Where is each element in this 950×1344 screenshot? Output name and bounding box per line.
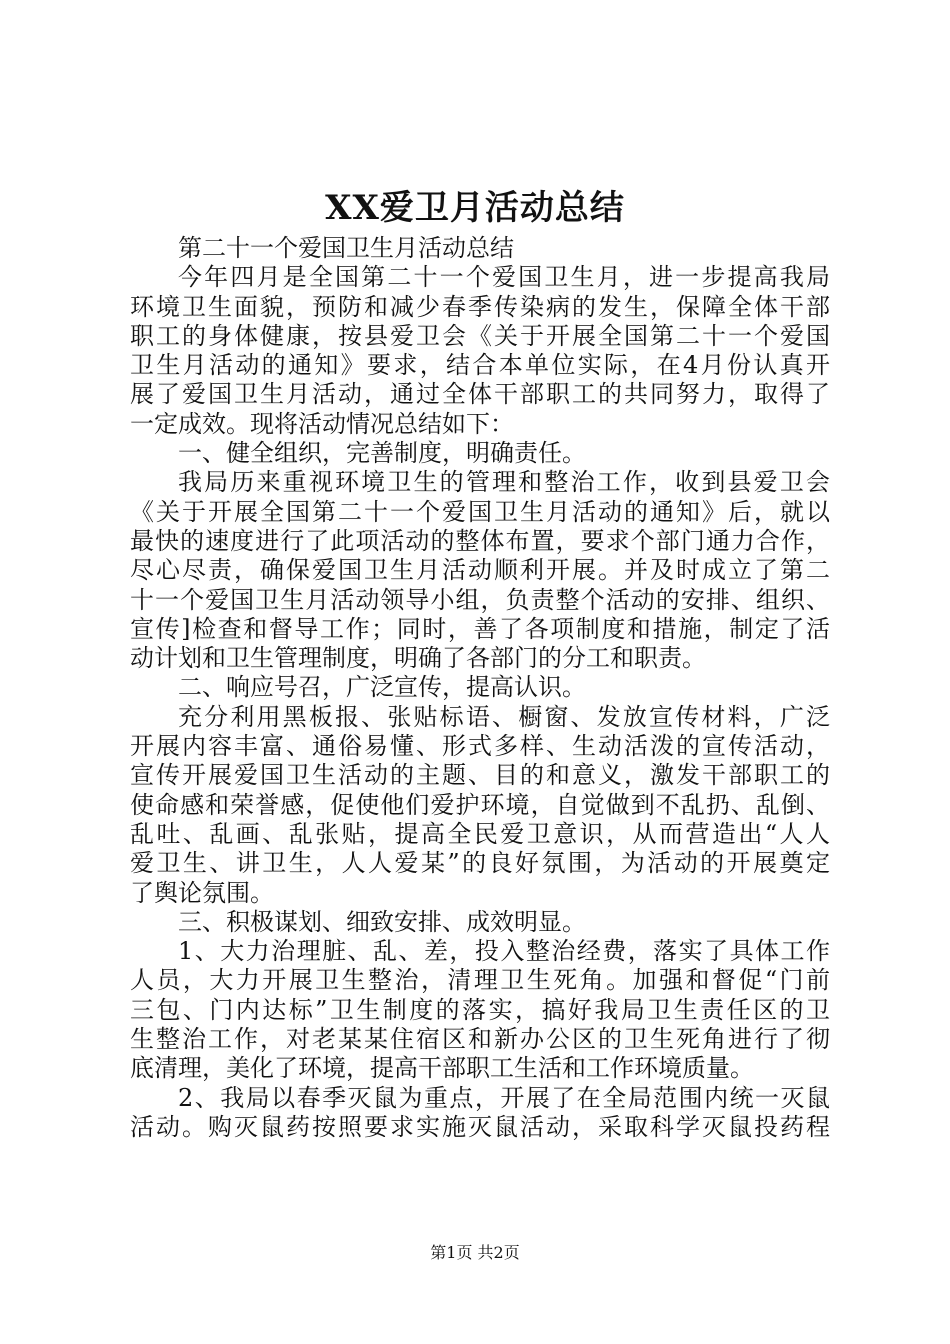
text-line: 了舆论氛围。	[130, 878, 274, 907]
text-line: 充分利用黑板报、张贴标语、橱窗、发放宣传材料，广泛	[178, 702, 830, 731]
page-footer: 第1页 共2页	[430, 1243, 520, 1262]
text-line: 第二十一个爱国卫生月活动总结	[178, 234, 514, 262]
text-line: 底清理，美化了环境，提高干部职工生活和工作环境质量。	[130, 1054, 754, 1083]
text-line: 爱卫生、讲卫生，人人爱某”的良好氛围，为活动的开展奠定	[130, 849, 830, 878]
text-line: 卫生月活动的通知》要求，结合本单位实际，在4月份认真开	[130, 351, 830, 380]
text-line: 人员，大力开展卫生整治，清理卫生死角。加强和督促“门前	[130, 966, 830, 995]
text-line: 生整治工作，对老某某住宿区和新办公区的卫生死角进行了彻	[130, 1025, 830, 1054]
text-line: 三包、门内达标”卫生制度的落实，搞好我局卫生责任区的卫	[130, 995, 830, 1024]
text-line: 今年四月是全国第二十一个爱国卫生月，进一步提高我局	[178, 263, 830, 292]
text-line: 职工的身体健康，按县爱卫会《关于开展全国第二十一个爱国	[130, 321, 830, 350]
text-line: 二、响应号召，广泛宣传，提高认识。	[178, 673, 586, 702]
text-line: 环境卫生面貌，预防和减少春季传染病的发生，保障全体干部	[130, 292, 830, 321]
text-line: 使命感和荣誉感，促使他们爱护环境，自觉做到不乱扔、乱倒、	[130, 790, 830, 819]
text-line: 宣传]检查和督导工作；同时，善了各项制度和措施，制定了活	[130, 614, 830, 643]
text-line: 动计划和卫生管理制度，明确了各部门的分工和职责。	[130, 644, 706, 673]
text-line: 一定成效。现将活动情况总结如下：	[130, 409, 514, 438]
text-line: 《关于开展全国第二十一个爱国卫生月活动的通知》后，就以	[130, 497, 830, 526]
text-line: 我局历来重视环境卫生的管理和整治工作，收到县爱卫会	[178, 468, 830, 497]
text-line: 最快的速度进行了此项活动的整体布置，要求个部门通力合作，	[130, 526, 830, 555]
text-line: 一、健全组织，完善制度，明确责任。	[178, 439, 586, 468]
text-line: 尽心尽责，确保爱国卫生月活动顺利开展。并及时成立了第二	[130, 556, 830, 585]
document-body	[130, 234, 830, 1142]
text-line: 十一个爱国卫生月活动领导小组，负责整个活动的安排、组织、	[130, 585, 830, 614]
page-title: XX爱卫月活动总结	[325, 188, 625, 228]
text-line: 活动。购灭鼠药按照要求实施灭鼠活动，采取科学灭鼠投药程	[130, 1112, 830, 1141]
text-line: 2、我局以春季灭鼠为重点，开展了在全局范围内统一灭鼠	[178, 1083, 830, 1112]
text-line: 乱吐、乱画、乱张贴，提高全民爱卫意识，从而营造出“人人	[130, 819, 830, 848]
text-line: 1、大力治理脏、乱、差，投入整治经费，落实了具体工作	[178, 937, 830, 966]
text-line: 宣传开展爱国卫生活动的主题、目的和意义，激发干部职工的	[130, 761, 830, 790]
text-line: 展了爱国卫生月活动，通过全体干部职工的共同努力，取得了	[130, 380, 830, 409]
text-line: 三、积极谋划、细致安排、成效明显。	[178, 907, 586, 936]
text-line: 开展内容丰富、通俗易懂、形式多样、生动活泼的宣传活动，	[130, 732, 830, 761]
